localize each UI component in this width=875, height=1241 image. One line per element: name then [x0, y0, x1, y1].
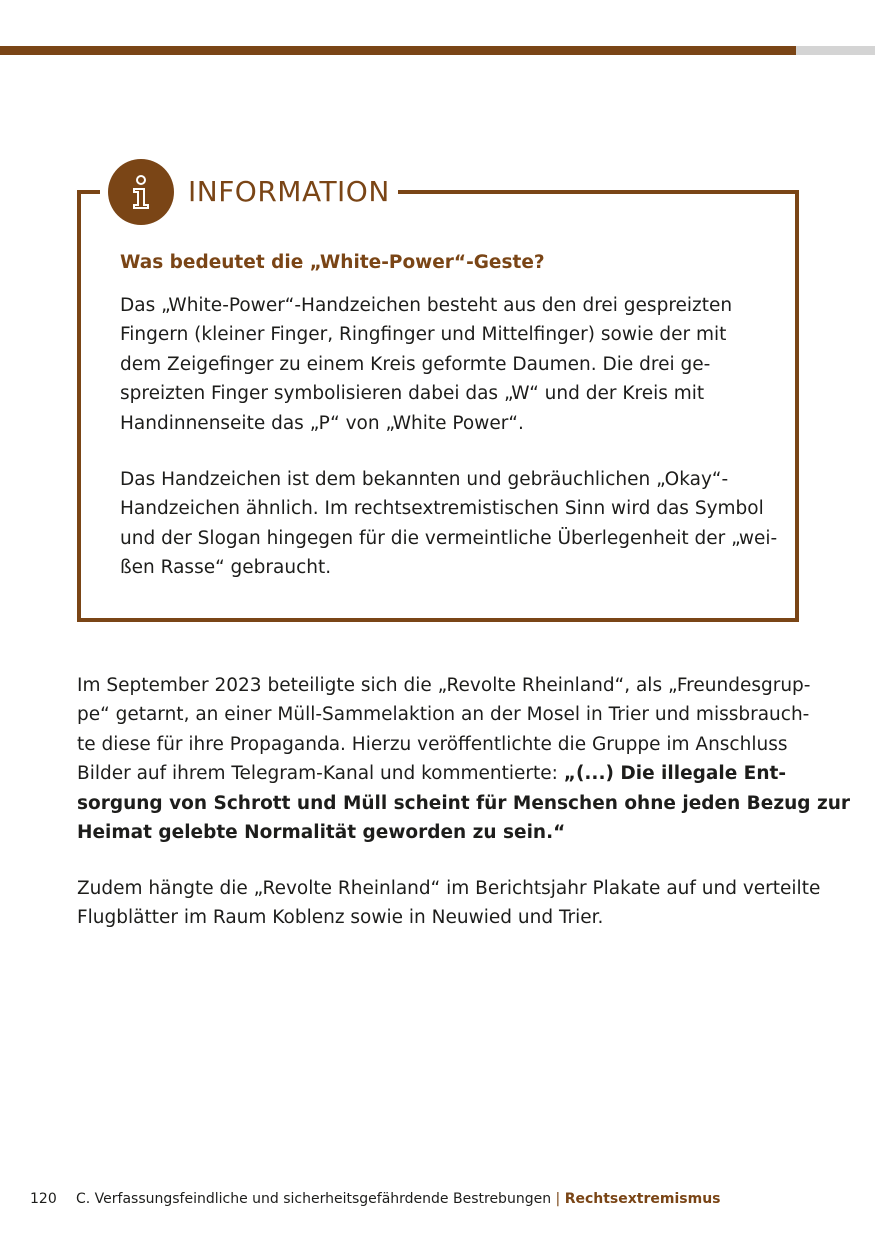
quote-bold: sorgung von Schrott und Müll scheint für Menschen ohne jeden Bezug zur	[77, 792, 851, 814]
text-line: spreizten Finger symbolisieren dabei das „W“ und der Kreis mit	[120, 383, 705, 405]
text-line: Zudem hängte die „Revolte Rheinland“ im Berichtsjahr Plakate auf und verteilte	[77, 878, 821, 899]
text-line: und der Slogan hingegen für die vermeintliche Überlegenheit der „wei-	[120, 527, 778, 549]
footer-chapter: C. Verfassungsfeindliche und sicherheitsgefährdende Bestrebungen	[76, 1191, 552, 1207]
text-line	[77, 818, 797, 847]
text-line: Handinnenseite das „P“ von „White Power“.	[120, 412, 524, 434]
text-line: te diese für ihre Propaganda. Hierzu veröffentlichte die Gruppe im Anschluss	[77, 733, 788, 755]
text-line	[77, 759, 797, 788]
footer-separator: |	[555, 1191, 561, 1207]
text-line	[77, 789, 851, 818]
info-icon	[108, 159, 174, 225]
top-accent-bar	[0, 46, 796, 55]
top-grey-bar	[796, 46, 875, 55]
body-paragraph-2	[77, 874, 821, 933]
text-line: Im September 2023 beteiligte sich die „Revolte Rheinland“, als „Freundesgrup-	[77, 675, 811, 696]
quote-bold: Heimat gelebte Normalität geworden zu sein.“	[77, 822, 566, 844]
text-line: Flugblätter im Raum Koblenz sowie in Neuwied und Trier.	[77, 907, 604, 929]
text-line: Das „White-Power“-Handzeichen besteht aus den drei gespreizten	[120, 295, 733, 316]
text-line: ßen Rasse“ gebraucht.	[120, 557, 332, 579]
text-line: Handzeichen ähnlich. Im rechtsextremistischen Sinn wird das Symbol	[120, 498, 764, 520]
text-line: pe“ getarnt, an einer Müll-Sammelaktion an der Mosel in Trier und missbrauch-	[77, 704, 810, 726]
text-plain: Bilder auf ihrem Telegram-Kanal und kommentierte:	[77, 763, 564, 785]
footer-section: Rechtsextremismus	[564, 1191, 721, 1207]
text-line: Das Handzeichen ist dem bekannten und gebräuchlichen „Okay“-	[120, 469, 729, 490]
text-line: dem Zeigefinger zu einem Kreis geformte Daumen. Die drei ge-	[120, 353, 711, 375]
information-paragraph-1	[120, 291, 760, 438]
information-title: INFORMATION	[188, 175, 390, 208]
body-paragraph-1	[77, 671, 851, 847]
page-footer	[30, 1189, 721, 1209]
information-paragraph-2	[120, 465, 778, 583]
information-question: Was bedeutet die „White-Power“-Geste?	[120, 252, 545, 273]
page-number: 120	[30, 1191, 57, 1207]
quote-bold: „(...) Die illegale Ent-	[563, 763, 787, 785]
text-line: Fingern (kleiner Finger, Ringfinger und Mittelfinger) sowie der mit	[120, 324, 727, 346]
